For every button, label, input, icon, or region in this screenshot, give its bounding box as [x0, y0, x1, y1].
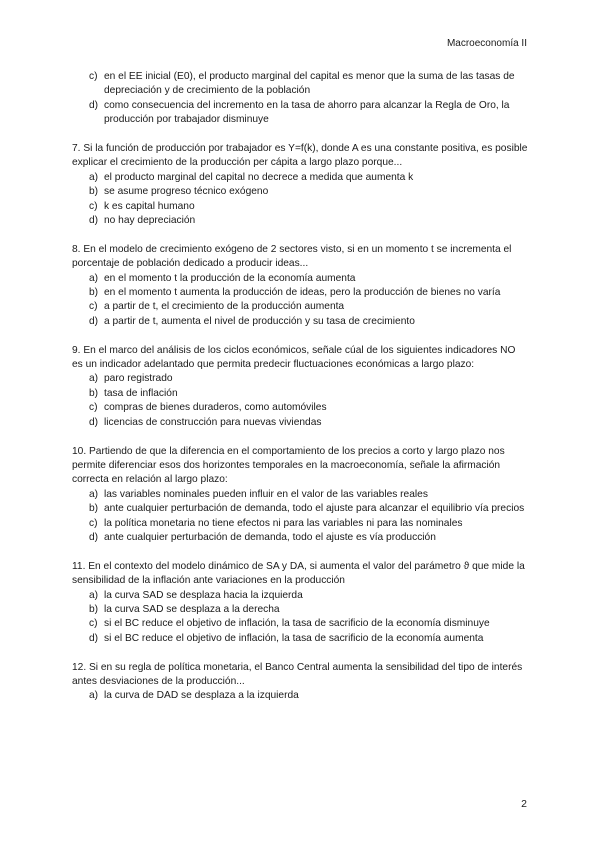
option-letter: b) — [89, 603, 99, 615]
option-list — [72, 171, 528, 229]
option-text: ante cualquier perturbación de demanda, todo el ajuste para alcanzar el equilibrio vía precios — [104, 503, 525, 515]
option-letter: d) — [89, 99, 99, 111]
option — [72, 171, 528, 185]
option-letter: b) — [89, 186, 99, 198]
option-text: a partir de t, aumenta el nivel de producción y su tasa de crecimiento — [104, 315, 415, 327]
option — [72, 416, 528, 430]
option-text: la curva SAD se desplaza a la derecha — [104, 603, 280, 615]
question-12 — [72, 661, 528, 704]
option-letter: a) — [89, 171, 99, 183]
option-letter: c) — [89, 402, 98, 414]
option-text: tasa de inflación — [104, 387, 178, 399]
option-text: como consecuencia del incremento en la tasa de ahorro para alcanzar la Regla de Oro, la producción por trabajador disminuye — [104, 99, 510, 126]
option — [72, 589, 528, 603]
question-10 — [72, 445, 528, 546]
option-text: si el BC reduce el objetivo de inflación, la tasa de sacrificio de la economía aumenta — [104, 632, 484, 644]
question-6-continuation — [72, 70, 528, 128]
option-text: la política monetaria no tiene efectos ni para las variables ni para las nominales — [104, 517, 463, 529]
option — [72, 632, 528, 646]
page-content — [72, 70, 528, 718]
option — [72, 617, 528, 631]
option — [72, 70, 528, 99]
option-letter: b) — [89, 287, 99, 299]
option-text: en el momento t la producción de la economía aumenta — [104, 272, 356, 284]
option-letter: a) — [89, 488, 99, 500]
option-letter: d) — [89, 531, 99, 543]
option-text: se asume progreso técnico exógeno — [104, 186, 269, 198]
question-text: 8. En el modelo de crecimiento exógeno de 2 sectores visto, si en un momento t se incrementa el porcentaje de población dedicado a producir ideas... — [72, 243, 512, 270]
option-text: no hay depreciación — [104, 215, 196, 227]
option — [72, 286, 528, 300]
question-text: 10. Partiendo de que la diferencia en el comportamiento de los precios a corto y largo plazo nos permite diferenciar esos dos horizontes temporales en la macroeconomía, señale la afirmación correcta en relación al largo plazo: — [72, 445, 505, 486]
option-list — [72, 689, 528, 703]
question-text: 7. Si la función de producción por trabajador es Y=f(k), donde A es una constante positiva, es posible explicar el crecimiento de la producción per cápita a largo plazo porque... — [72, 143, 528, 169]
question-text: 11. En el contexto del modelo dinámico de SA y DA, si aumenta el valor del parámetro ϑ que mide la sensibilidad de la inflación ante variaciones en la producción — [72, 560, 525, 587]
option — [72, 517, 528, 531]
option-text: el producto marginal del capital no decrece a medida que aumenta k — [104, 171, 414, 183]
option-text: a partir de t, el crecimiento de la producción aumenta — [104, 301, 345, 313]
page-number: 2 — [521, 798, 527, 810]
option-letter: a) — [89, 272, 99, 284]
option-text: compras de bienes duraderos, como automóviles — [104, 402, 327, 414]
option-letter: c) — [89, 517, 98, 529]
question-8 — [72, 243, 528, 329]
option-letter: a) — [89, 373, 99, 385]
option-text: en el EE inicial (E0), el producto marginal del capital es menor que la suma de las tasas de depreciación y de crecimiento de la población — [104, 71, 515, 97]
option-letter: a) — [89, 589, 99, 601]
option — [72, 315, 528, 329]
option-letter: d) — [89, 315, 99, 327]
option-letter: c) — [89, 71, 98, 82]
option — [72, 99, 528, 128]
option-letter: c) — [89, 200, 98, 212]
option-text: k es capital humano — [104, 200, 195, 212]
option-letter: b) — [89, 387, 99, 399]
option-letter: b) — [89, 503, 99, 515]
question-7 — [72, 142, 528, 228]
question-11 — [72, 560, 528, 646]
option — [72, 300, 528, 314]
option — [72, 387, 528, 401]
option-text: si el BC reduce el objetivo de inflación, la tasa de sacrificio de la economía disminuye — [104, 618, 490, 630]
option-letter: d) — [89, 215, 99, 227]
option-letter: d) — [89, 632, 99, 644]
option — [72, 214, 528, 228]
option-letter: d) — [89, 416, 99, 428]
option-list — [72, 272, 528, 330]
option-list — [72, 70, 528, 128]
option — [72, 531, 528, 545]
option-letter: a) — [89, 690, 99, 702]
option — [72, 502, 528, 516]
page-header: Macroeconomía II — [446, 38, 527, 49]
option-text: las variables nominales pueden influir en el valor de las variables reales — [104, 488, 428, 500]
option-text: la curva de DAD se desplaza a la izquierda — [104, 690, 299, 702]
question-9 — [72, 344, 528, 430]
option-text: en el momento t aumenta la producción de ideas, pero la producción de bienes no varía — [104, 287, 501, 299]
option — [72, 488, 528, 502]
option-text: licencias de construcción para nuevas viviendas — [104, 416, 322, 428]
option-list — [72, 589, 528, 647]
option — [72, 200, 528, 214]
option — [72, 689, 528, 703]
option-letter: c) — [89, 301, 98, 313]
option-text: paro registrado — [104, 373, 173, 385]
option — [72, 603, 528, 617]
option — [72, 185, 528, 199]
option-list — [72, 372, 528, 430]
option — [72, 401, 528, 415]
option — [72, 372, 528, 386]
question-text: 9. En el marco del análisis de los ciclos económicos, señale cúal de los siguientes indicadores NO es un indicador adelantado que permita predecir fluctuaciones económicas a largo plazo: — [72, 344, 516, 371]
option-list — [72, 488, 528, 546]
option-letter: c) — [89, 618, 98, 630]
option — [72, 272, 528, 286]
question-text: 12. Si en su regla de política monetaria, el Banco Central aumenta la sensibilidad del tipo de interés antes desviaciones de la producción... — [72, 661, 523, 687]
option-text: la curva SAD se desplaza hacia la izquierda — [104, 589, 303, 601]
option-text: ante cualquier perturbación de demanda, todo el ajuste es vía producción — [104, 531, 436, 543]
